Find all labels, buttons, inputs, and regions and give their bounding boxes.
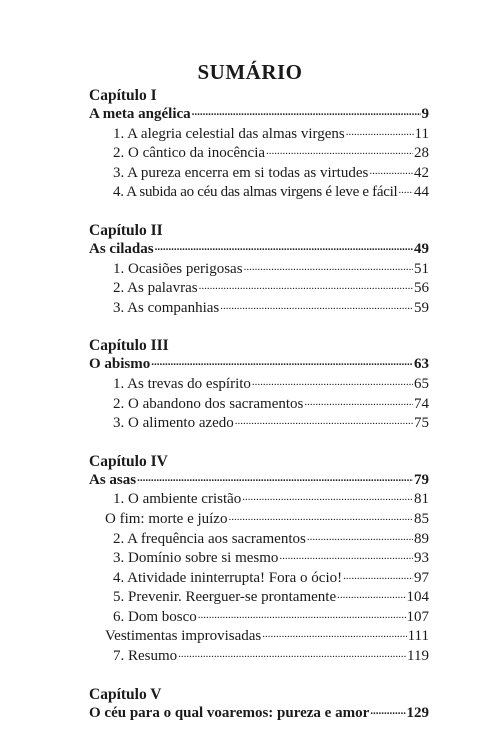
page-number: 129 [406, 704, 429, 721]
page-number: 79 [414, 471, 429, 488]
dot-leader [279, 546, 413, 566]
toc-entry-label: 4. Atividade ininterrupta! Fora o ócio! [113, 569, 343, 586]
toc-entry-label: 6. Dom bosco [113, 608, 197, 625]
toc-entry-label: 7. Resumo [113, 648, 178, 665]
page-number: 75 [414, 415, 429, 432]
toc-entry-label: 1. As trevas do espírito [113, 375, 251, 392]
toc-entry-label: 2. O cântico da inocência [113, 145, 266, 162]
dot-leader [337, 585, 405, 605]
toc-entry-label: Vestimentas improvisadas [105, 628, 262, 645]
table-of-contents [89, 86, 429, 723]
dot-leader [242, 487, 413, 507]
chapter-title-entry-label: O abismo [89, 356, 151, 373]
dot-leader [252, 372, 413, 392]
toc-entry[interactable] [89, 414, 429, 434]
toc-entry-label: 3. Domínio sobre si mesmo [113, 550, 279, 567]
chapter-section [89, 685, 429, 724]
dot-leader [220, 296, 413, 316]
dot-leader [199, 276, 413, 296]
toc-entry-label: 3. O alimento azedo [113, 415, 234, 432]
toc-entry-label: 2. A frequência aos sacramentos [113, 530, 306, 547]
page-number: 42 [414, 164, 429, 181]
page-number: 56 [414, 280, 429, 297]
page-number: 89 [414, 530, 429, 547]
page-title: SUMÁRIO [197, 60, 303, 84]
dot-leader [398, 180, 413, 200]
page-number: 28 [414, 145, 429, 162]
toc-entry[interactable] [89, 164, 429, 184]
toc-entry-label: 1. Ocasiões perigosas [113, 260, 243, 277]
dot-leader [228, 507, 413, 527]
page-number: 111 [407, 628, 429, 645]
chapter-title-entry-label: O céu para o qual voaremos: pureza e amor [89, 704, 370, 721]
dot-leader [346, 122, 414, 142]
toc-entry-label: 2. As palavras [113, 280, 198, 297]
page-number: 74 [414, 395, 429, 412]
chapter-heading: Capítulo III [89, 337, 169, 355]
toc-entry[interactable] [89, 647, 429, 667]
page-number: 107 [406, 608, 429, 625]
chapter-section [89, 336, 429, 433]
page-number: 85 [414, 510, 429, 527]
dot-leader [304, 392, 413, 412]
page-number: 81 [414, 491, 429, 508]
dot-leader [307, 527, 413, 547]
page-number: 63 [414, 356, 429, 373]
chapter-heading: Capítulo V [89, 685, 162, 703]
toc-entry-label: 4. A subida ao céu das almas virgens é leve e fácil [113, 184, 398, 201]
page-number: 119 [407, 648, 429, 665]
dot-leader [262, 624, 406, 644]
page-number: 49 [414, 240, 429, 257]
chapter-heading: Capítulo IV [89, 452, 168, 470]
page-number: 9 [421, 106, 429, 122]
dot-leader [151, 352, 413, 372]
toc-entry-label: 2. O abandono dos sacramentos [113, 395, 304, 412]
toc-entry-label: 1. A alegria celestial das almas virgens [113, 125, 345, 142]
dot-leader [192, 102, 421, 122]
page-number: 65 [414, 375, 429, 392]
chapter-title-entry[interactable] [89, 704, 429, 724]
chapter-section [89, 86, 429, 203]
dot-leader [369, 161, 413, 181]
toc-entry[interactable] [89, 299, 429, 319]
toc-entry-label: 3. A pureza encerra em si todas as virtudes [113, 164, 369, 181]
chapter-title-entry-label: A meta angélica [89, 106, 191, 122]
toc-entry-label: 5. Prevenir. Reerguer-se prontamente [113, 589, 337, 606]
dot-leader [235, 411, 413, 431]
chapter-heading: Capítulo I [89, 87, 157, 104]
dot-leader [244, 257, 413, 277]
page-number: 59 [414, 299, 429, 316]
dot-leader [137, 468, 413, 488]
page-number: 44 [414, 184, 429, 201]
page-number: 51 [414, 260, 429, 277]
page-number: 93 [414, 550, 429, 567]
page-number: 11 [414, 125, 429, 142]
toc-entry-label: 1. O ambiente cristão [113, 491, 242, 508]
chapter-heading: Capítulo II [89, 221, 163, 239]
dot-leader [155, 237, 413, 257]
toc-entry[interactable] [89, 183, 429, 203]
dot-leader [370, 701, 405, 721]
page-number: 104 [406, 589, 429, 606]
chapter-section [89, 452, 429, 667]
dot-leader [178, 644, 406, 664]
page-number: 97 [414, 569, 429, 586]
toc-entry-label: O fim: morte e juízo [105, 510, 228, 527]
dot-leader [266, 141, 413, 161]
chapter-section [89, 221, 429, 318]
toc-entry-label: 3. As companhias [113, 299, 220, 316]
dot-leader [343, 566, 413, 586]
dot-leader [198, 605, 406, 625]
chapter-title-entry-label: As asas [89, 471, 137, 488]
chapter-title-entry-label: As ciladas [89, 240, 154, 257]
